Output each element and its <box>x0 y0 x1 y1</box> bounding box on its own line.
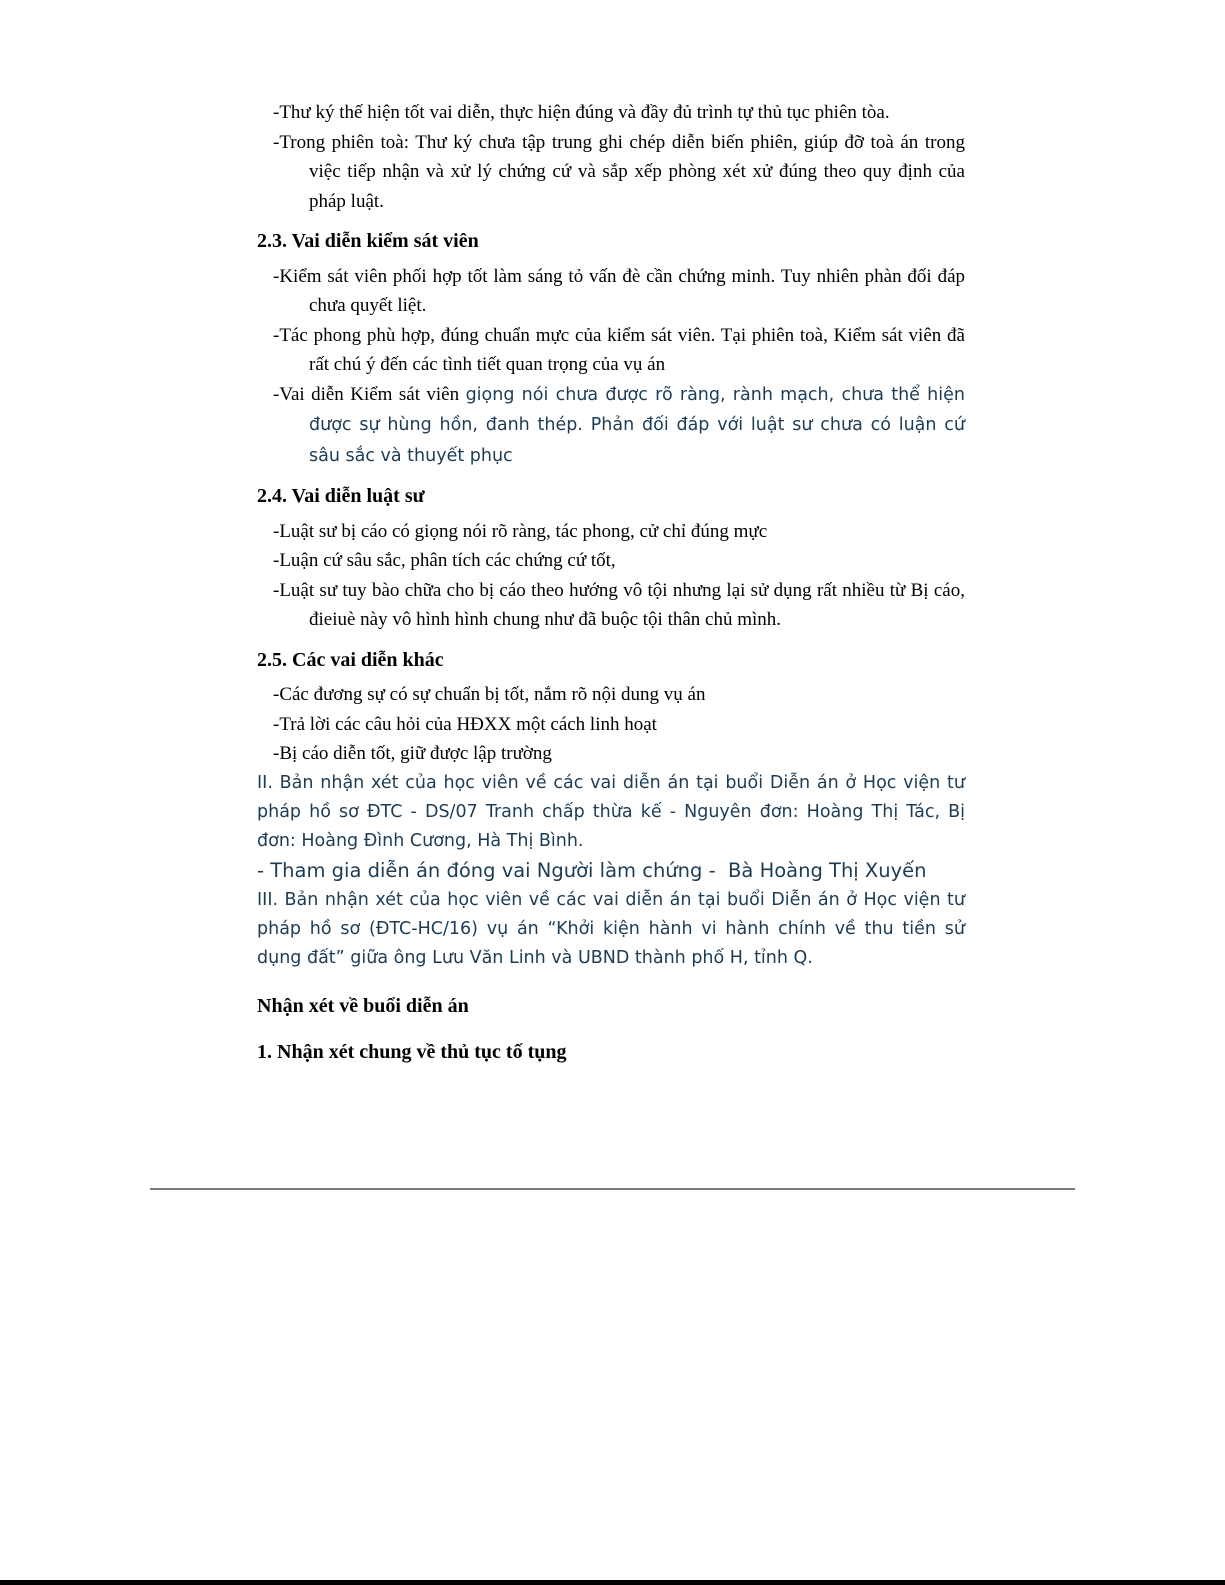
witness-role-line: - Tham gia diễn án đóng vai Người làm chứng - Bà Hoàng Thị Xuyến <box>257 859 927 883</box>
bullet-group-2-3 <box>257 262 965 472</box>
bullet-item: -Luật sư bị cáo có giọng nói rõ ràng, tác phong, cử chỉ đúng mực <box>273 520 768 542</box>
mixed-bullet-sans-part: giọng nói chưa được rõ ràng, rành mạch, chưa thể hiện được sự hùng hồn, đanh thép. Phản đối đáp với luật sư chưa có luận cứ sâu sắc và thuyết phục <box>309 384 965 466</box>
bullet-group-2-4 <box>257 517 965 635</box>
bullet-item: -Trả lời các câu hỏi của HĐXX một cách linh hoạt <box>273 713 657 735</box>
paragraph-section-iii: III. Bản nhận xét của học viên về các vai diễn án tại buổi Diễn án ở Học viện tư pháp hồ sơ (ĐTC-HC/16) vụ án “Khởi kiện hành vi hành chính về thu tiền sử dụng đất” giữa ông Lưu Văn Linh và UBND thành phố H, tỉnh Q. <box>257 889 965 969</box>
bullet-item: -Luật sư tuy bào chữa cho bị cáo theo hướng vô tội nhưng lại sử dụng rất nhiều từ Bị cáo, đieiuè này vô hình hình chung như đã buộc tội thân chủ mình. <box>273 579 965 630</box>
footnote-divider <box>150 1188 1075 1190</box>
closing-heading: Nhận xét về buổi diễn án <box>257 994 469 1017</box>
bullet-item: -Các đương sự có sự chuẩn bị tốt, nắm rõ nội dung vụ án <box>273 684 706 705</box>
bullet-item: -Trong phiên toà: Thư ký chưa tập trung ghi chép diễn biến phiên, giúp đỡ toà án trong việc tiếp nhận và xử lý chứng cứ và sắp xếp phòng xét xử đúng theo quy định của pháp luật. <box>273 131 965 212</box>
section-heading-2-3: 2.3. Vai diễn kiểm sát viên <box>257 230 479 252</box>
procedure-heading: 1. Nhận xét chung về thủ tục tố tụng <box>257 1041 567 1064</box>
bullet-item: -Tác phong phù hợp, đúng chuẩn mực của kiểm sát viên. Tại phiên toà, Kiểm sát viên đã rất chú ý đến các tình tiết quan trọng của vụ án <box>273 324 965 375</box>
paragraph-section-ii: II. Bản nhận xét của học viên về các vai diễn án tại buổi Diễn án ở Học viện tư pháp hồ sơ ĐTC - DS/07 Tranh chấp thừa kế - Nguyên đơn: Hoàng Thị Tác, Bị đơn: Hoàng Đình Cương, Hà Thị Bình. <box>257 772 965 852</box>
intro-bullet-group <box>257 98 965 216</box>
section-heading-2-5: 2.5. Các vai diễn khác <box>257 648 444 671</box>
mixed-bullet-serif-part: -Vai diễn Kiểm sát viên <box>273 383 466 405</box>
bullet-item: -Kiểm sát viên phối hợp tốt làm sáng tỏ vấn đè cần chứng minh. Tuy nhiên phàn đối đáp chưa quyết liệt. <box>273 265 965 316</box>
section-heading-2-4: 2.4. Vai diễn luật sư <box>257 485 425 507</box>
bullet-item: -Thư ký thế hiện tốt vai diễn, thực hiện đúng và đầy đủ trình tự thủ tục phiên tòa. <box>273 102 890 123</box>
content-column <box>257 98 965 1084</box>
bottom-page-bar <box>0 1580 1225 1585</box>
bullet-item: -Luận cứ sâu sắc, phân tích các chứng cứ tốt, <box>273 550 616 571</box>
bullet-group-2-5 <box>257 680 965 769</box>
mixed-bullet <box>257 380 965 472</box>
bullet-item: -Bị cáo diễn tốt, giữ được lập trường <box>273 743 552 764</box>
